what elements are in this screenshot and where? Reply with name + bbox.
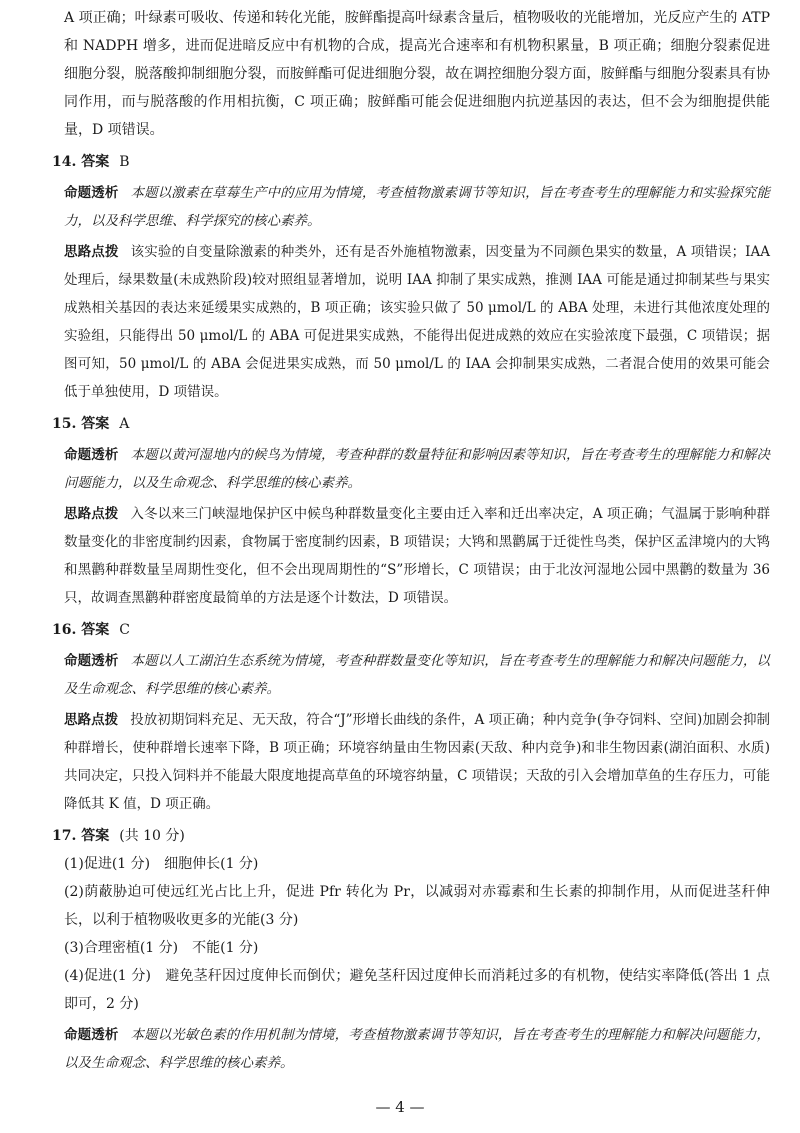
section-tag: 思路点拨: [64, 244, 119, 260]
question-number: 16. 答案: [52, 622, 110, 638]
section-text: 本题以人工湖泊生态系统为情境，考查种群数量变化等知识，旨在考查考生的理解能力和解决问题能力，以及生命观念、科学思维的核心素养。: [64, 653, 771, 696]
answer-value: A: [119, 416, 130, 432]
question-number: 14. 答案: [52, 154, 110, 170]
sub-answer-1: (1)促进(1 分) 细胞伸长(1 分): [64, 856, 259, 872]
analysis-section: [64, 1021, 770, 1077]
section-tag: 思路点拨: [64, 712, 119, 728]
answer-heading-14: [52, 148, 770, 176]
reasoning-section: [64, 706, 770, 818]
section-text: 该实验的自变量除激素的种类外，还有是否外施植物激素，因变量为不同颜色果实的数量，A 项错误；IAA 处理后，绿果数量(未成熟阶段)较对照组显著增加，说明 IAA 抑制了果实成熟，推测 IAA 可能是通过抑制某些与果实成熟相关基因的表达来延缓果实成熟的，B 项正确；该实验只做了 50 μmol/L 的 ABA 处理，未进行其他浓度处理的实验组，只能得出 50 μmol/L 的 ABA 可促进果实成熟，不能得出促进成熟的效应在实验浓度下最强，C 项错误；据图可知，50 μmol/L 的 ABA 会促进果实成熟，而 50 μmol/L 的 IAA 会抑制果实成熟，二者混合使用的效果可能会低于单独使用，D 项错误。: [64, 244, 770, 400]
section-tag: 命题透析: [64, 447, 119, 463]
analysis-section: [64, 647, 770, 703]
answer-value: (共 10 分): [119, 828, 185, 844]
page-number: — 4 —: [375, 1098, 425, 1116]
answer-page: [52, 4, 771, 1077]
section-text: 本题以激素在草莓生产中的应用为情境，考查植物激素调节等知识，旨在考查考生的理解能力和实验探究能力，以及科学思维、科学探究的核心素养。: [64, 185, 771, 228]
continued-paragraph: A 项正确；叶绿素可吸收、传递和转化光能，胺鲜酯提高叶绿素含量后，植物吸收的光能增加，光反应产生的 ATP 和 NADPH 增多，进而促进暗反应中有机物的合成，提高光合速率和有机物积累量，B 项正确；细胞分裂素促进细胞分裂，脱落酸抑制细胞分裂，而胺鲜酯可促进细胞分裂，故在调控细胞分裂方面，胺鲜酯与细胞分裂素具有协同作用，而与脱落酸的作用相抗衡，C 项正确；胺鲜酯可能会促进细胞内抗逆基因的表达，但不会为细胞提供能量，D 项错误。: [64, 10, 770, 138]
section-text: 入冬以来三门峡湿地保护区中候鸟种群数量变化主要由迁入率和迁出率决定，A 项正确；气温属于影响种群数量变化的非密度制约因素，食物属于密度制约因素，B 项错误；大鸨和黑鹳属于迁徙性鸟类，保护区孟津境内的大鸨和黑鹳种群数量呈周期性变化，但不会出现周期性的“S”形增长，C 项错误；由于北汝河湿地公园中黑鹳的数量为 36 只，故调查黑鹳种群密度最简单的方法是逐个计数法，D 项错误。: [64, 506, 771, 606]
answer-value: C: [119, 622, 130, 638]
answer-heading-16: [52, 616, 770, 644]
analysis-section: [64, 179, 770, 235]
section-tag: 命题透析: [64, 185, 119, 201]
question-number: 15. 答案: [52, 416, 110, 432]
section-tag: 思路点拨: [64, 506, 119, 522]
sub-answer-2: (2)荫蔽胁迫可使远红光占比上升，促进 Pfr 转化为 Pr，以减弱对赤霉素和生长素的抑制作用，从而促进茎秆伸长，以利于植物吸收更多的光能(3 分): [64, 884, 770, 928]
answer-heading-15: [52, 410, 770, 438]
sub-answer-3: (3)合理密植(1 分) 不能(1 分): [64, 940, 259, 956]
analysis-section: [64, 441, 770, 497]
answer-value: B: [119, 154, 130, 170]
answer-heading-17: [52, 822, 770, 850]
section-tag: 命题透析: [64, 653, 119, 669]
reasoning-section: [64, 500, 770, 612]
section-tag: 命题透析: [64, 1027, 119, 1043]
section-text: 本题以黄河湿地内的候鸟为情境，考查种群的数量特征和影响因素等知识，旨在考查考生的理解能力和解决问题能力，以及生命观念、科学思维的核心素养。: [64, 447, 771, 490]
reasoning-section: [64, 238, 770, 406]
sub-answer-4: (4)促进(1 分) 避免茎秆因过度伸长而倒伏；避免茎秆因过度伸长而消耗过多的有机物，使结实率降低(答出 1 点即可，2 分): [64, 968, 770, 1012]
section-text: 投放初期饲料充足、无天敌，符合“J”形增长曲线的条件，A 项正确；种内竞争(争夺饲料、空间)加剧会抑制种群增长，使种群增长速率下降，B 项正确；环境容纳量由生物因素(天敌、种内竞争)和非生物因素(湖泊面积、水质)共同决定，只投入饲料并不能最大限度地提高草鱼的环境容纳量，C 项错误；天敌的引入会增加草鱼的生存压力，可能降低其 K 值，D 项正确。: [64, 712, 771, 812]
section-text: 本题以光敏色素的作用机制为情境，考查植物激素调节等知识，旨在考查考生的理解能力和解决问题能力，以及生命观念、科学思维的核心素养。: [64, 1027, 771, 1070]
question-number: 17. 答案: [52, 828, 110, 844]
